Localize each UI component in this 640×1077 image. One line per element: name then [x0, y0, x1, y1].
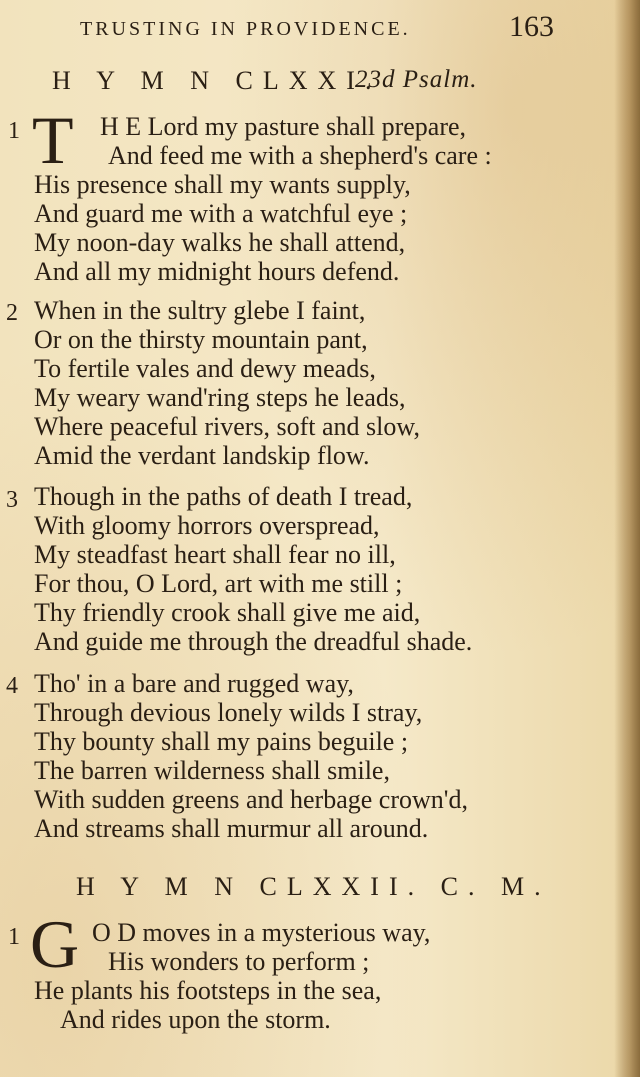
verse-line: His presence shall my wants supply, [34, 170, 411, 199]
verse-line: His wonders to perform ; [108, 947, 370, 976]
verse-line: And guide me through the dreadful shade. [34, 627, 473, 656]
stanza-number: 1 [8, 924, 20, 950]
page-edge-shadow [614, 0, 640, 1077]
hymn-title: H Y M N CLXXI. [52, 66, 382, 95]
verse-line: To fertile vales and dewy meads, [34, 354, 376, 383]
verse-line: When in the sultry glebe I faint, [34, 296, 366, 325]
verse-line: Thy friendly crook shall give me aid, [34, 598, 421, 627]
verse-line: For thou, O Lord, art with me still ; [34, 569, 403, 598]
verse-line: Or on the thirsty mountain pant, [34, 325, 368, 354]
drop-cap: T [32, 102, 74, 178]
stanza-number: 2 [6, 300, 18, 326]
verse-line: And streams shall murmur all around. [34, 814, 429, 843]
verse-line: Thy bounty shall my pains beguile ; [34, 727, 409, 756]
verse-line: And feed me with a shepherd's care : [108, 141, 492, 170]
verse-line: Amid the verdant landskip flow. [34, 441, 370, 470]
verse-line: With sudden greens and herbage crown'd, [34, 785, 468, 814]
drop-cap: G [30, 906, 80, 982]
stanza-number: 4 [6, 673, 18, 699]
hymn-subtitle: 23d Psalm. [355, 66, 478, 93]
verse-line: Through devious lonely wilds I stray, [34, 698, 423, 727]
verse-line: My noon-day walks he shall attend, [34, 228, 406, 257]
page-number: 163 [509, 10, 554, 43]
verse-line: O D moves in a mysterious way, [92, 918, 431, 947]
stanza-number: 3 [6, 487, 18, 513]
verse-line: With gloomy horrors overspread, [34, 511, 380, 540]
hymn-title: H Y M N CLXXII. C. M. [76, 872, 551, 901]
verse-line: And guard me with a watchful eye ; [34, 199, 408, 228]
verse-line: H E Lord my pasture shall prepare, [100, 112, 467, 141]
verse-line: Though in the paths of death I tread, [34, 482, 413, 511]
running-head: TRUSTING IN PROVIDENCE. [80, 18, 411, 40]
verse-line: Tho' in a bare and rugged way, [34, 669, 354, 698]
verse-line: And all my midnight hours defend. [34, 257, 400, 286]
verse-line: My weary wand'ring steps he leads, [34, 383, 406, 412]
verse-line: My steadfast heart shall fear no ill, [34, 540, 396, 569]
verse-line: He plants his footsteps in the sea, [34, 976, 382, 1005]
verse-line: And rides upon the storm. [60, 1005, 331, 1034]
stanza-number: 1 [8, 118, 20, 144]
verse-line: The barren wilderness shall smile, [34, 756, 390, 785]
verse-line: Where peaceful rivers, soft and slow, [34, 412, 420, 441]
